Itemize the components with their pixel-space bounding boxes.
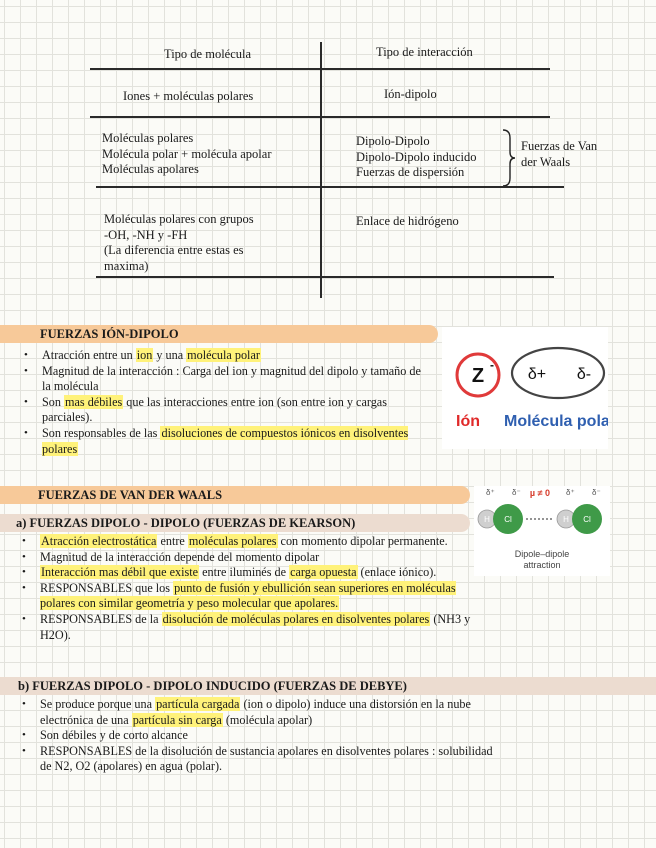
text-span: Se produce porque una xyxy=(40,697,156,711)
svg-text:Dipole–dipole: Dipole–dipole xyxy=(514,549,570,559)
highlighted-text: disolución de moléculas polares en disolventes polares xyxy=(162,611,430,626)
text-span: Son responsables de las xyxy=(42,425,161,440)
list-item xyxy=(22,364,426,395)
list-item xyxy=(20,565,492,581)
text-span: (molécula apolar) xyxy=(222,712,313,727)
highlighted-text: Interacción mas débil que existe xyxy=(41,565,199,580)
highlighted-text: carga opuesta xyxy=(290,565,357,580)
table-row-3-molecule: Moléculas polares con grupos -OH, -NH y -FH (La diferencia entre estas es maxima) xyxy=(104,212,254,273)
highlighted-text: moléculas polares xyxy=(188,534,277,548)
highlighted-text: punto de fusión y ebullición sean superiores en moléculas polares con similar geometría y peso molecular que apolares. xyxy=(40,580,456,611)
table-row-2-molecule: Moléculas polares Molécula polar + molécula apolar Moléculas apolares xyxy=(102,131,272,176)
text-span: Son débiles y de corto alcance xyxy=(40,728,188,743)
svg-text:δ-: δ- xyxy=(576,366,592,383)
text-span: RESPONSABLES de la disolución de sustancia apolares en disolventes polares : solubilidad de N2, O2 (apolares) en agua (polar). xyxy=(40,743,493,774)
svg-text:δ+: δ+ xyxy=(527,366,547,383)
text-span: que las interacciones entre ion (son entre ion y cargas parciales). xyxy=(42,394,387,425)
table-row-1-interaction: Ión-dipolo xyxy=(384,87,437,101)
text-span: RESPONSABLES que los xyxy=(40,580,174,595)
section-ion-dipole-title: FUERZAS IÓN-DIPOLO xyxy=(0,325,438,343)
section-debye-title: b) FUERZAS DIPOLO - DIPOLO INDUCIDO (FUERZAS DE DEBYE) xyxy=(0,677,656,695)
svg-text:H: H xyxy=(484,515,490,524)
highlighted-text: mas débiles xyxy=(65,394,123,409)
list-item xyxy=(20,612,492,643)
text-span: (ion o dipolo) induce una distorsión en la nube electrónica de una xyxy=(40,697,471,727)
text-span: entre iluminés de xyxy=(199,565,290,580)
ion-dipole-list xyxy=(22,348,426,457)
list-item xyxy=(22,348,426,364)
list-item xyxy=(20,581,492,612)
svg-text:δ⁻: δ⁻ xyxy=(512,488,521,497)
svg-text:Molécula polar: Molécula polar xyxy=(503,413,608,430)
svg-text:Cl: Cl xyxy=(583,515,591,524)
van-der-waals-group-label: Fuerzas de Van der Waals xyxy=(521,139,598,169)
text-span: Magnitud de la interacción depende del momento dipolar xyxy=(40,549,320,564)
list-item xyxy=(22,395,426,426)
keesom-list xyxy=(20,534,492,643)
svg-text:µ ≠ 0: µ ≠ 0 xyxy=(529,488,551,498)
debye-list xyxy=(20,697,506,775)
svg-text:δ⁻: δ⁻ xyxy=(592,488,601,497)
text-span: entre xyxy=(157,534,188,548)
highlighted-text: Atracción electrostática xyxy=(41,534,157,548)
svg-text:Ión: Ión xyxy=(456,413,480,430)
list-item xyxy=(20,744,506,775)
table-header-interaction: Tipo de interacción xyxy=(376,45,473,59)
text-span: Atracción entre un xyxy=(42,348,136,362)
dipole-dipole-attraction-image xyxy=(474,486,610,576)
section-keesom-title: a) FUERZAS DIPOLO - DIPOLO (FUERZAS DE KEARSON) xyxy=(0,514,470,532)
section-van-der-waals-title: FUERZAS DE VAN DER WAALS xyxy=(0,486,470,504)
highlighted-text: ion xyxy=(136,348,153,362)
svg-text:δ⁺: δ⁺ xyxy=(566,488,575,497)
list-item xyxy=(20,728,506,744)
table-row-3-interaction: Enlace de hidrógeno xyxy=(356,214,459,228)
curly-brace xyxy=(500,128,516,193)
highlighted-text: partícula sin carga xyxy=(132,712,222,727)
highlighted-text: disoluciones de compuestos iónicos en disolventes polares xyxy=(42,425,409,456)
text-span: Magnitud de la interacción : Carga del ion y magnitud del dipolo y tamaño de la molécula xyxy=(42,363,421,394)
table-row-2-interaction: Dipolo-Dipolo Dipolo-Dipolo inducido Fuerzas de dispersión xyxy=(356,134,477,179)
svg-text:Z: Z xyxy=(471,365,485,387)
list-item xyxy=(20,550,492,566)
table-row-1-molecule: Iones + moléculas polares xyxy=(123,89,254,103)
svg-text:Cl: Cl xyxy=(504,515,512,524)
svg-text:-: - xyxy=(490,358,494,372)
highlighted-text: partícula cargada xyxy=(156,697,240,711)
text-span: RESPONSABLES de la xyxy=(40,611,162,626)
svg-text:attraction: attraction xyxy=(523,560,561,570)
svg-text:H: H xyxy=(563,515,569,524)
list-item xyxy=(20,697,506,728)
text-span: (enlace iónico). xyxy=(357,565,437,580)
list-item xyxy=(22,426,426,457)
table-rule xyxy=(90,116,550,118)
table-column-divider xyxy=(320,42,322,298)
text-span: Son xyxy=(42,394,65,409)
table-rule xyxy=(96,186,564,188)
ion-polar-molecule-image xyxy=(442,327,608,449)
highlighted-text: molécula polar xyxy=(187,348,260,362)
text-span: y una xyxy=(153,348,187,362)
table-rule xyxy=(96,276,554,278)
list-item xyxy=(20,534,492,550)
table-header-molecule: Tipo de molécula xyxy=(164,47,252,61)
svg-text:δ⁺: δ⁺ xyxy=(486,488,495,497)
text-span: con momento dipolar permanente. xyxy=(277,534,448,548)
text-span: (NH3 y H2O). xyxy=(40,611,471,642)
